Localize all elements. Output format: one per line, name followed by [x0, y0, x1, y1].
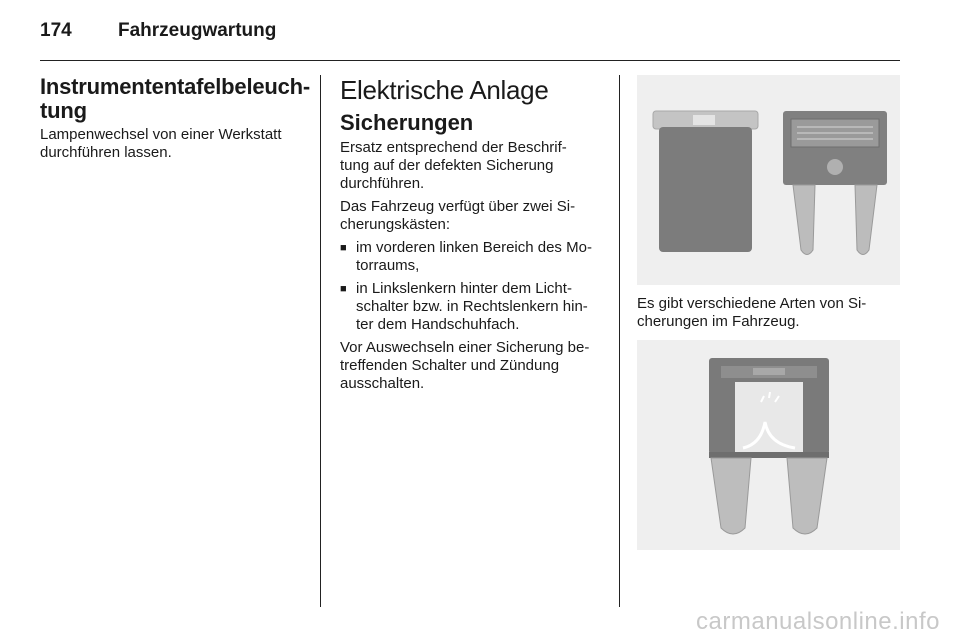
column-divider-2 [619, 75, 620, 607]
column-divider-1 [320, 75, 321, 607]
p3-line-2: treffenden Schalter und Zündung [340, 357, 560, 374]
paragraph-switch-off [340, 339, 605, 393]
p1-line-1: Ersatz entsprechend der Beschrif- [340, 139, 567, 156]
p3-line-3: ausschalten. [340, 375, 425, 392]
bullet-2-line-1: in Linkslenkern hinter dem Licht- [356, 280, 572, 297]
bullet-2-line-3: ter dem Handschuhfach. [356, 316, 520, 333]
bullet-1-line-1: im vorderen linken Bereich des Mo- [356, 239, 592, 256]
bullet-1-line-2: torraums, [356, 257, 420, 274]
fuse-figure-1 [637, 75, 900, 285]
heading-line-1: Instrumententafelbeleuch- [40, 74, 311, 99]
p3-line-1: Vor Auswechseln einer Sicherung be- [340, 339, 590, 356]
text-line-2: durchführen lassen. [40, 144, 172, 161]
p1-line-3: durchführen. [340, 175, 425, 192]
left-fuse-cap-window [693, 115, 715, 125]
right-fuse-blade-left [793, 185, 815, 255]
caption-line-2: cherungen im Fahrzeug. [637, 313, 800, 330]
bullet-2-line-2: schalter bzw. in Rechtslenkern hin- [356, 298, 588, 315]
header-rule [40, 60, 900, 61]
fuse-figure-2 [637, 340, 900, 550]
page-number: 174 [40, 20, 72, 41]
watermark: carmanualsonline.info [696, 608, 940, 635]
left-fuse-body [659, 127, 752, 252]
column-left [40, 74, 311, 167]
list-item [340, 239, 605, 275]
subheading-fuses: Sicherungen [340, 110, 474, 135]
mini-fuse-blade-left [711, 458, 751, 534]
chapter-title: Fahrzeugwartung [118, 20, 277, 41]
paragraph-replace [340, 139, 605, 193]
column-middle [340, 75, 605, 398]
blade-fuse-illustration [637, 75, 900, 285]
paragraph-fuse-boxes [340, 198, 605, 234]
p1-line-2: tung auf der defekten Sicherung [340, 157, 554, 174]
p2-line-2: cherungskästen: [340, 216, 451, 233]
right-fuse-rivet [827, 159, 843, 175]
section-heading-instrument-lighting [40, 74, 311, 123]
fuse-box-list [340, 239, 605, 334]
right-fuse-blade-right [855, 185, 877, 255]
p2-line-1: Das Fahrzeug verfügt über zwei Si- [340, 198, 576, 215]
fuse-types-caption [637, 295, 900, 331]
mini-fuse-blade-right [787, 458, 827, 534]
caption-line-1: Es gibt verschiedene Arten von Si- [637, 295, 867, 312]
lamp-change-text [40, 126, 302, 162]
list-item [340, 280, 605, 334]
text-line-1: Lampenwechsel von einer Werkstatt [40, 126, 282, 143]
mini-fuse-illustration [637, 340, 900, 550]
heading-line-2: tung [40, 98, 87, 123]
column-right [637, 75, 900, 550]
section-heading-electrical: Elektrische Anlage [340, 75, 549, 105]
